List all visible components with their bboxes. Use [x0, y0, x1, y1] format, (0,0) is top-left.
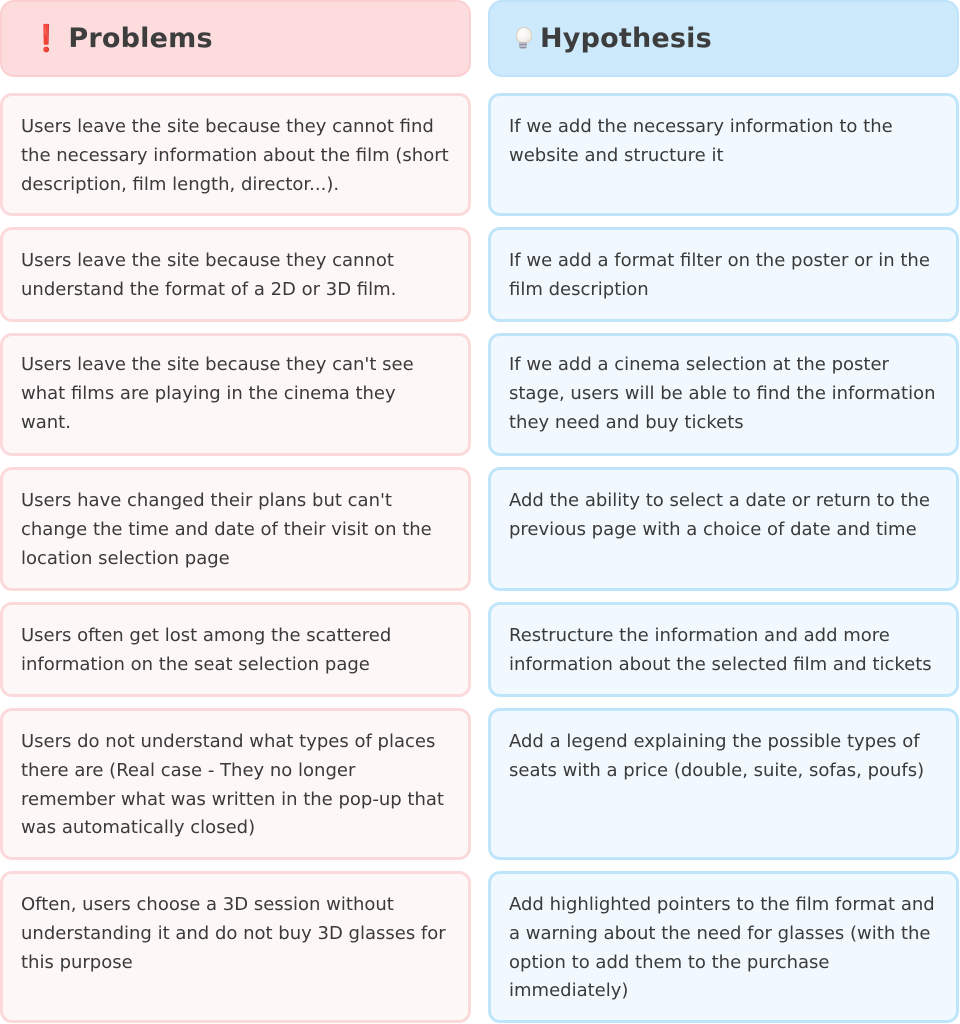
problem-card: [0, 871, 471, 1023]
hypothesis-text: Add the ability to select a date or return to the previous page with a choice of date and time: [509, 490, 931, 540]
exclamation-icon: ❗: [30, 23, 63, 54]
lightbulb-icon: [515, 27, 531, 51]
problem-card: [0, 333, 471, 456]
hypothesis-card: [488, 708, 959, 860]
hypothesis-card: [488, 602, 959, 697]
hypothesis-card: [488, 227, 959, 322]
hypothesis-card: [488, 467, 959, 591]
problem-text: Users do not understand what types of places there are (Real case - They no longer remember what was written in the pop-up that was automatically closed): [21, 731, 444, 839]
hypothesis-card: [488, 871, 959, 1023]
problem-card: [0, 708, 471, 860]
hypothesis-title: Hypothesis: [540, 23, 712, 54]
hypothesis-card: [488, 333, 959, 456]
hypothesis-header: [488, 0, 959, 77]
hypothesis-column: [488, 0, 959, 1002]
problems-header: [0, 0, 471, 77]
problem-card: [0, 467, 471, 591]
hypothesis-text: If we add a cinema selection at the poster stage, users will be able to find the information they need and buy tickets: [509, 354, 936, 433]
problem-text: Users have changed their plans but can't change the time and date of their visit on the location selection page: [21, 490, 432, 569]
problem-card: [0, 602, 471, 697]
hypothesis-text: If we add a format filter on the poster or in the film description: [509, 250, 930, 300]
hypothesis-text: Restructure the information and add more information about the selected film and tickets: [509, 625, 932, 675]
problem-text: Users leave the site because they cannot understand the format of a 2D or 3D film.: [21, 250, 397, 300]
problem-text: Users leave the site because they can't see what films are playing in the cinema they want.: [21, 354, 414, 433]
problem-text: Users often get lost among the scattered information on the seat selection page: [21, 625, 392, 675]
problem-card: [0, 227, 471, 322]
problems-column: [0, 0, 471, 973]
hypothesis-text: If we add the necessary information to the website and structure it: [509, 116, 893, 166]
problem-card: [0, 93, 471, 216]
problem-text: Often, users choose a 3D session without understanding it and do not buy 3D glasses for this purpose: [21, 894, 446, 973]
hypothesis-text: Add a legend explaining the possible types of seats with a price (double, suite, sofas, poufs): [509, 731, 925, 781]
hypothesis-text: Add highlighted pointers to the film format and a warning about the need for glasses (with the option to add them to the purchase immediately): [509, 894, 935, 1002]
problems-title: Problems: [68, 23, 213, 54]
problem-text: Users leave the site because they cannot find the necessary information about the film (short description, film length, director...).: [21, 116, 449, 195]
hypothesis-card: [488, 93, 959, 216]
